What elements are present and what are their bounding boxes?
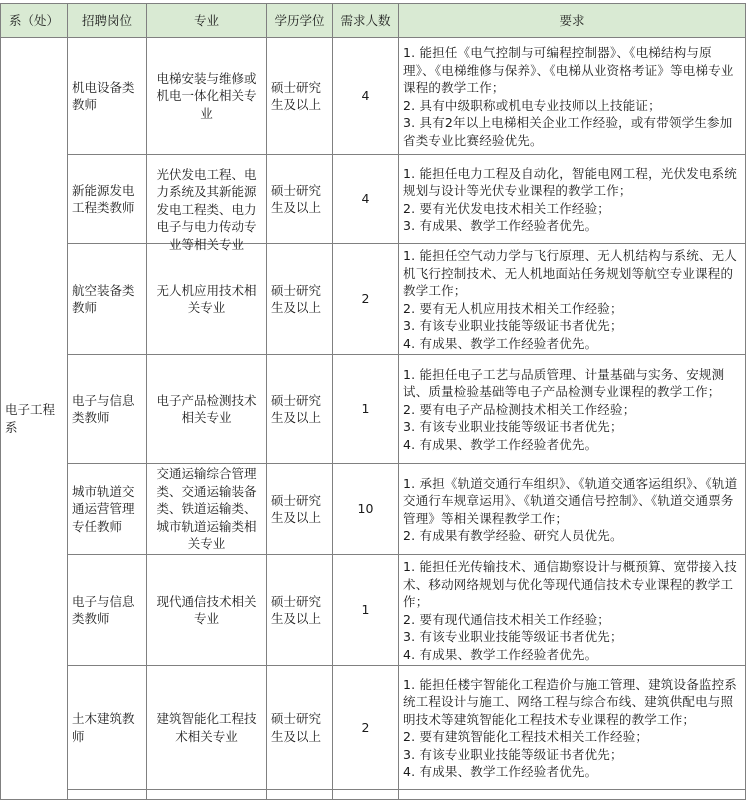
requirements-cell (399, 244, 746, 355)
requirement-item: 4. 有成果、教学工作经验者优先。 (403, 335, 598, 351)
count-cell: 2 (333, 244, 399, 355)
requirement-item: 1. 能担任《电气控制与可编程控制器》、《电梯结构与原理》、《电梯维修与保养》、《电梯从业资格考证》等电梯专业课程的教学工作； (403, 45, 734, 95)
major-cell: 现代通信技术相关专业 (147, 555, 267, 666)
header-row (1, 4, 746, 38)
requirement-item: 4. 有成果、教学工作经验者优先。 (403, 764, 598, 779)
degree-cell: 硕士研究生及以上 (267, 666, 333, 790)
degree-cell: 硕士研究生及以上 (267, 38, 333, 155)
table-row (1, 244, 746, 355)
table-row (1, 155, 746, 244)
table-row (1, 355, 746, 464)
count-cell: 10 (333, 464, 399, 555)
degree-cell: 硕士研究生及以上 (267, 244, 333, 355)
requirement-item: 1. 能担任楼宇智能化工程造价与施工管理、建筑设备监控系统工程设计与施工、网络工程与综合布线、建筑供配电与照明技术等建筑智能化工程技术专业课程的教学工作； (403, 676, 738, 727)
header-major: 专业 (147, 4, 267, 38)
major-cell: 建筑智能化工程技术相关专业 (147, 666, 267, 790)
major-cell: 电子产品检测技术相关专业 (147, 355, 267, 464)
empty-cell (399, 790, 746, 800)
major-cell: 无人机应用技术相关专业 (147, 244, 267, 355)
degree-cell: 硕士研究生及以上 (267, 355, 333, 464)
header-degree: 学历学位 (267, 4, 333, 38)
degree-cell: 硕士研究生及以上 (267, 555, 333, 666)
position-cell: 机电设备类教师 (68, 38, 147, 155)
major-cell: 交通运输综合管理类、交通运输装备类、铁道运输类、城市轨道运输类相关专业 (147, 464, 267, 555)
requirement-item: 4. 有成果、教学工作经验者优先。 (403, 436, 598, 452)
table-row-partial (1, 790, 746, 800)
table-row (1, 38, 746, 155)
requirements-cell (399, 38, 746, 155)
count-cell: 4 (333, 155, 399, 244)
requirements-cell (399, 464, 746, 555)
requirement-item: 1. 能担任空气动力学与飞行原理、无人机结构与系统、无人机飞行控制技术、无人机地面站任务规划等航空专业课程的教学工作； (403, 248, 738, 298)
position-cell: 城市轨道交通运营管理专任教师 (68, 464, 147, 555)
degree-cell: 硕士研究生及以上 (267, 464, 333, 555)
empty-cell (267, 790, 333, 800)
requirement-item: 3. 具有2年以上电梯相关企业工作经验，或有带领学生参加省类专业比赛经验优先。 (403, 115, 733, 148)
requirement-item: 2. 要有光伏发电技术相关工作经验； (403, 200, 611, 216)
empty-cell (147, 790, 267, 800)
position-cell: 航空装备类教师 (68, 244, 147, 355)
requirements-cell (399, 355, 746, 464)
requirement-item: 3. 有成果、教学工作经验者优先。 (403, 218, 598, 233)
count-cell: 2 (333, 666, 399, 790)
major-cell: 电梯安装与维修或机电一体化相关专业 (147, 38, 267, 155)
position-cell: 电子与信息类教师 (68, 355, 147, 464)
requirement-item: 3. 有该专业职业技能等级证书者优先； (403, 746, 623, 762)
count-cell: 1 (333, 555, 399, 666)
requirements-cell (399, 666, 746, 790)
count-cell: 4 (333, 38, 399, 155)
department-cell: 电子工程系 (1, 38, 68, 800)
header-count: 需求人数 (333, 4, 399, 38)
table-row (1, 464, 746, 555)
requirement-item: 2. 有成果有教学经验、研究人员优先。 (403, 528, 623, 543)
table-row (1, 555, 746, 666)
recruitment-table (0, 3, 746, 800)
requirements-cell (399, 155, 746, 244)
requirement-item: 2. 要有现代通信技术相关工作经验； (403, 611, 611, 627)
major-text: 光伏发电工程、电力系统及其新能源发电工程类、电力电子与电力传动专业等相关专业 (156, 166, 257, 252)
degree-cell: 硕士研究生及以上 (267, 155, 333, 244)
position-cell: 电子与信息类教师 (68, 555, 147, 666)
position-cell: 新能源发电工程类教师 (68, 155, 147, 244)
position-cell: 土木建筑教师 (68, 666, 147, 790)
empty-cell (333, 790, 399, 800)
header-requirements: 要求 (399, 4, 746, 38)
requirement-item: 2. 要有建筑智能化工程技术相关工作经验； (403, 729, 649, 744)
header-dept: 系（处） (1, 4, 68, 38)
requirement-item: 3. 有该专业职业技能等级证书者优先； (403, 318, 623, 333)
header-position: 招聘岗位 (68, 4, 147, 38)
empty-cell (68, 790, 147, 800)
requirement-item: 2. 要有无人机应用技术相关工作经验； (403, 300, 623, 316)
requirements-cell (399, 555, 746, 666)
requirement-item: 4. 有成果、教学工作经验者优先。 (403, 646, 598, 662)
requirement-item: 1. 能担任电力工程及自动化，智能电网工程，光伏发电系统规划与设计等光伏专业课程的教学工作； (403, 165, 738, 198)
requirement-item: 1. 承担《轨道交通行车组织》、《轨道交通客运组织》、《轨道交通行车规章运用》、《轨道交通信号控制》、《轨道交通票务管理》等相关课程教学工作； (403, 475, 738, 526)
requirement-item: 1. 能担任光传输技术、通信勘察设计与概预算、宽带接入技术、移动网络规划与优化等现代通信技术专业课程的教学工作； (403, 559, 738, 609)
requirement-item: 3. 有该专业职业技能等级证书者优先； (403, 629, 623, 644)
requirement-item: 2. 要有电子产品检测技术相关工作经验； (403, 401, 636, 417)
requirement-item: 1. 能担任电子工艺与品质管理、计量基础与实务、安规测试、质量检验基础等电子产品检测专业课程的教学工作； (403, 366, 725, 400)
requirement-item: 3. 有该专业职业技能等级证书者优先； (403, 419, 623, 435)
major-cell (147, 155, 267, 252)
requirement-item: 2. 具有中级职称或机电专业技师以上技能证； (403, 97, 661, 113)
count-cell: 1 (333, 355, 399, 464)
table-row (1, 666, 746, 790)
